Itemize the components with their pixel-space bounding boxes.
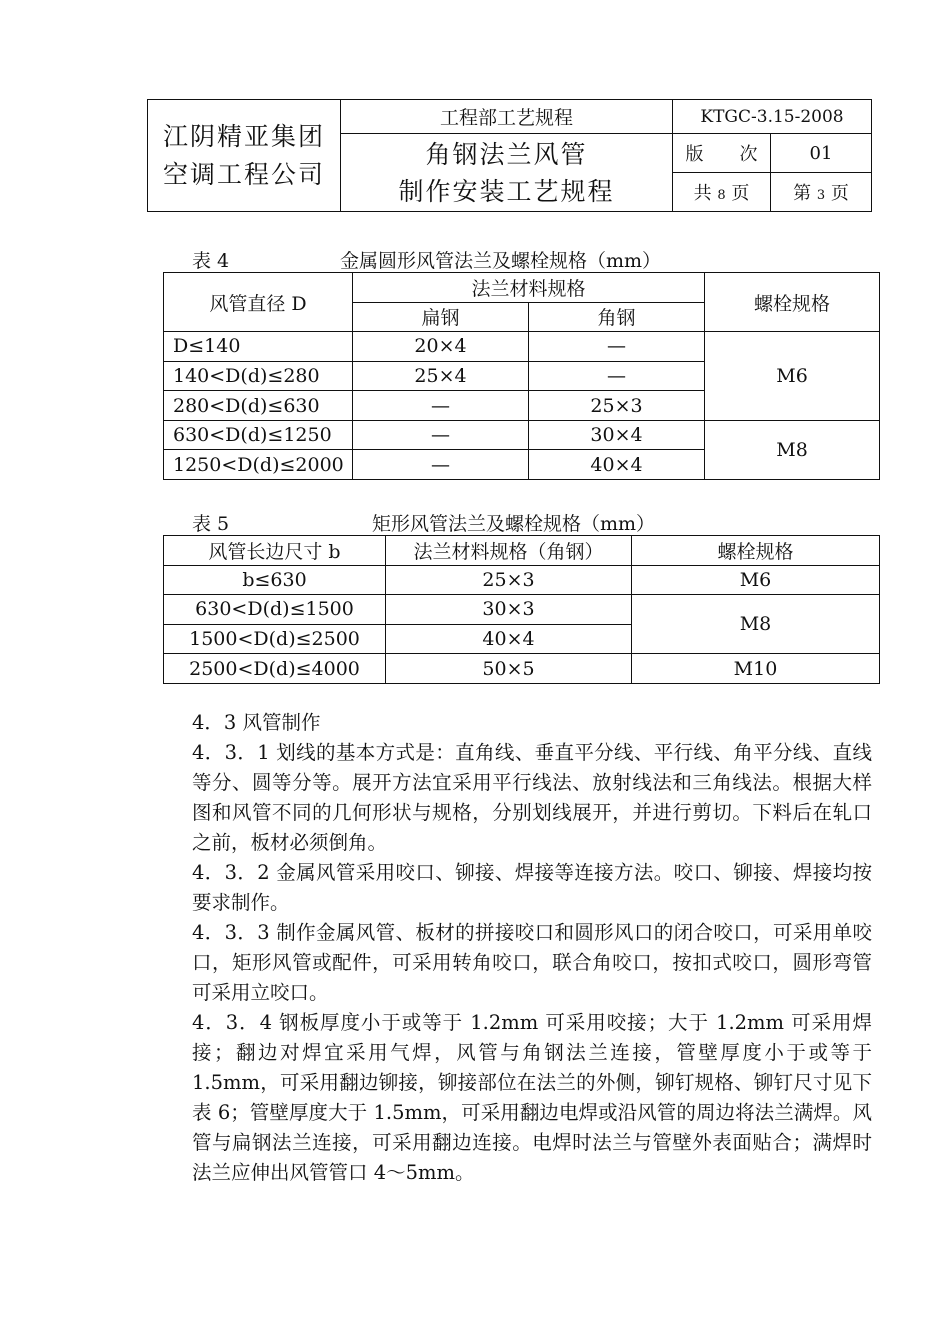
table4-range: 280<D(d)≤630: [164, 391, 353, 421]
current-page: [771, 173, 872, 212]
document-header: [147, 99, 872, 212]
table5-bolt-m10: M10: [632, 654, 880, 684]
table4-flat: —: [353, 420, 529, 450]
table4-angle: —: [529, 361, 705, 391]
current-page-prefix: 第: [793, 183, 812, 204]
table5-range: 2500<D(d)≤4000: [164, 654, 386, 684]
table4-angle: 30×4: [529, 420, 705, 450]
table4-angle: 40×4: [529, 450, 705, 480]
table4-flat: —: [353, 450, 529, 480]
table4-flat: 20×4: [353, 332, 529, 362]
table-row: [164, 595, 880, 625]
table4-angle: 25×3: [529, 391, 705, 421]
document-title-line1: 角钢法兰风管: [425, 139, 588, 169]
table5-header-flange: 法兰材料规格（角钢）: [386, 536, 632, 566]
table4-header-flange: 法兰材料规格: [353, 273, 705, 303]
current-page-suffix: 页: [830, 183, 849, 204]
table4-header-flat-steel: 扁钢: [353, 302, 529, 332]
total-pages-number: 8: [717, 188, 726, 203]
table5: [163, 535, 880, 684]
table5-header-size: 风管长边尺寸 b: [164, 536, 386, 566]
paragraph-4-3-1: 4．3．1 划线的基本方式是：直角线、垂直平分线、平行线、角平分线、直线等分、圆等分等。展开方法宜采用平行线法、放射线法和三角线法。根据大样图和风管不同的几何形状与规格，分别划线展开，并进行剪切。下料后在轧口之前，板材必须倒角。: [192, 741, 872, 854]
paragraph-4-3-2: 4．3．2 金属风管采用咬口、铆接、焊接等连接方法。咬口、铆接、焊接均按要求制作。: [192, 861, 872, 914]
table5-caption: [192, 509, 792, 535]
version-label: 版 次: [673, 134, 771, 173]
section-heading: 4．3 风管制作: [192, 711, 321, 734]
table4-caption: [192, 246, 792, 272]
table5-flange: 30×3: [386, 595, 632, 625]
table4-range: 1250<D(d)≤2000: [164, 450, 353, 480]
table4-flat: —: [353, 391, 529, 421]
table5-range: 630<D(d)≤1500: [164, 595, 386, 625]
total-pages-suffix: 页: [731, 183, 750, 204]
table4-bolt-m6: M6: [705, 332, 880, 421]
table5-flange: 50×5: [386, 654, 632, 684]
company-name-cell: [148, 100, 341, 212]
table4-header-angle-steel: 角钢: [529, 302, 705, 332]
table4-title: 金属圆形风管法兰及螺栓规格（mm）: [340, 250, 662, 272]
table4-header-bolt: 螺栓规格: [705, 273, 880, 332]
total-pages-prefix: 共: [693, 183, 712, 204]
total-pages: [673, 173, 771, 212]
table-row: [164, 332, 880, 362]
table5-title: 矩形风管法兰及螺栓规格（mm）: [372, 513, 656, 535]
current-page-number: 3: [816, 188, 826, 203]
table5-range: 1500<D(d)≤2500: [164, 624, 386, 654]
table-row: [164, 420, 880, 450]
table5-header-bolt: 螺栓规格: [632, 536, 880, 566]
table5-bolt-m8: M8: [632, 595, 880, 654]
document-title-cell: [341, 134, 673, 212]
table4-range: D≤140: [164, 332, 353, 362]
table4-number: 表 4: [192, 250, 230, 272]
paragraph-4-3-3: 4．3．3 制作金属风管、板材的拼接咬口和圆形风口的闭合咬口，可采用单咬口，矩形风管或配件，可采用转角咬口，联合角咬口，按扣式咬口，圆形弯管可采用立咬口。: [192, 921, 872, 1004]
document-code: KTGC-3.15-2008: [673, 100, 872, 134]
table4-range: 140<D(d)≤280: [164, 361, 353, 391]
department-label: 工程部工艺规程: [341, 100, 673, 134]
table4: [163, 272, 880, 480]
version-value: 01: [771, 134, 872, 173]
table5-bolt-m6: M6: [632, 565, 880, 595]
company-name-line2: 空调工程公司: [162, 159, 325, 189]
company-name-line1: 江阴精亚集团: [162, 121, 325, 151]
table5-flange: 25×3: [386, 565, 632, 595]
table5-flange: 40×4: [386, 624, 632, 654]
paragraph-4-3-4: 4．3．4 钢板厚度小于或等于 1.2mm 可采用咬接；大于 1.2mm 可采用焊接；翻边对焊宜采用气焊，风管与角钢法兰连接，管壁厚度小于或等于 1.5mm，可采用翻边铆接，铆接部位在法兰的外侧，铆钉规格、铆钉尺寸见下表 6；管壁厚度大于 1.5mm，可采用翻边电焊或沿风管的周边将法兰满焊。风管与扁钢法兰连接，可采用翻边连接。电焊时法兰与管壁外表面贴合；满焊时法兰应伸出风管管口 4～5mm。: [192, 1011, 872, 1184]
table4-bolt-m8: M8: [705, 420, 880, 479]
table5-range: b≤630: [164, 565, 386, 595]
document-title-line2: 制作安装工艺规程: [398, 176, 615, 206]
table4-header-diameter: 风管直径 D: [164, 273, 353, 332]
table5-number: 表 5: [192, 513, 230, 535]
body-text: [192, 708, 872, 1188]
table-row: [164, 654, 880, 684]
table4-range: 630<D(d)≤1250: [164, 420, 353, 450]
table4-flat: 25×4: [353, 361, 529, 391]
table-row: [164, 565, 880, 595]
table4-angle: —: [529, 332, 705, 362]
